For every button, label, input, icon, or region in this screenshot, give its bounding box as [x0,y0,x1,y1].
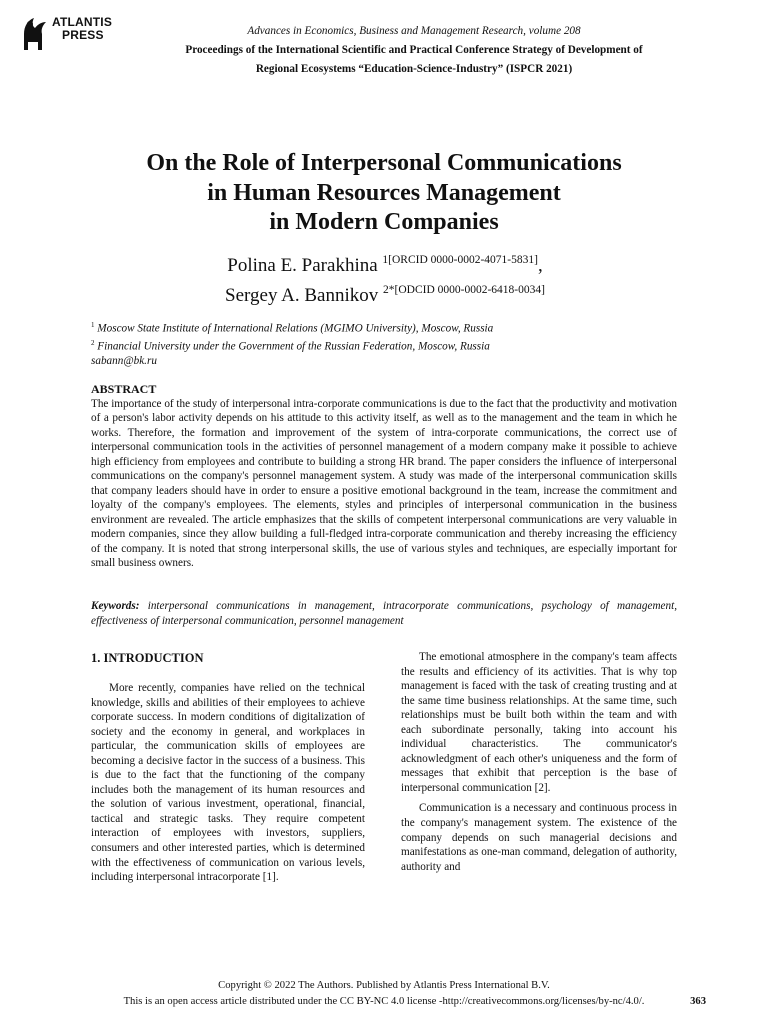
proceedings-line-1: Proceedings of the International Scientific and Practical Conference Strategy of Development of [185,44,643,56]
author-name: Sergey A. Bannikov [225,285,379,306]
body-paragraph: More recently, companies have relied on the technical knowledge, skills and abilities of their employees to achieve corporate success. In modern conditions of digitalization of society and the economy in general, and workplaces in particular, the communication skills of employees are becoming a decisive factor in the success of a business. This is due to the fact that the functioning of the company includes both the management of its human resources and the solution of various investment, operational, financial, tactical and strategic tasks. They require competent interaction of employees with investors, suppliers, consumers and other interested parties, which is determined with the effectiveness of communication on various levels, including interpersonal intracorporate [1]. [91,682,365,884]
copyright-notice: Copyright © 2022 The Authors. Published by Atlantis Press International B.V. [218,980,550,991]
title-line-3: in Modern Companies [269,209,499,235]
body-paragraph: The emotional atmosphere in the company's team affects the results and efficiency of its activities. That is why top management is faced with the task of creating trusting and at the same time business relationships. At the same time, such relationships must be built both within the team and with each subordinate personally, taking into account his individual characteristics. The communicator's acknowledgment of each other's uniqueness and the form of messages that exhibit that perception is the base of interpersonal communication [2]. [401,651,677,794]
page-number: 363 [690,996,706,1007]
affiliations [91,318,493,369]
license-notice: This is an open access article distributed under the CC BY-NC 4.0 license -http://creativecommons.org/licenses/by-nc/4.0/. [123,996,645,1007]
abstract-section [91,382,677,570]
keywords-label: Keywords: [91,600,140,612]
running-header [100,22,728,79]
author-orcid: 2*[ODCID 0000-0002-6418-0034] [383,284,545,296]
author-list [150,248,620,308]
author-name: Polina E. Parakhina [227,255,378,276]
corresponding-email[interactable]: sabann@bk.ru [91,355,157,368]
affiliation-text: Moscow State Institute of International Relations (MGIMO University), Moscow, Russia [97,322,494,335]
abstract-heading: ABSTRACT [91,382,157,396]
proceedings-line-2: Regional Ecosystems “Education-Science-Industry” (ISPCR 2021) [255,63,573,75]
logo-line-2: PRESS [62,28,104,42]
author-separator: , [537,255,543,276]
body-paragraph: Communication is a necessary and continuous process in the company's management system. The existence of the company depends on such managerial decisions and manifestations as one-man command, delegation of authority, authority and [401,802,677,873]
abstract-text: The importance of the study of interpersonal intra-corporate communications is due to the fact that the productivity and motivation of a person's labor activity depends on his attitude to this activity itself, as well as to the management and the team in which he works. Therefore, the formation and improvement of the system of intra-corporate communications, the correct use of interpersonal communication tools in the activities of personnel management of a modern company make it possible to achieve high efficiency from employees and contribute to building a strong HR brand. The paper considers the influence of interpersonal communications on the company's personnel management system. A study was made of the interpersonal communication skills that company leaders should have in order to ensure a positive emotional background in the team, increase the commitment and loyalty of the company's employees. The elements, styles and principles of interpersonal communication in the business environment are revealed. The article emphasizes that the skills of competent interpersonal communications are very valuable in modern companies, since they allow building a full-fledged intra-corporate communication and thereby increasing the efficiency of the company. It is noted that strong interpersonal skills, the use of various styles and techniques, are especially important for small business owners. [91,398,677,569]
logo-line-1: ATLANTIS [52,15,113,29]
body-column-right [401,650,677,880]
author-2 [150,278,620,308]
affiliation-marker: 1 [91,321,95,329]
keywords-text: interpersonal communications in management, intracorporate communications, psychology of management, effectiveness of interpersonal communication, personnel management [91,600,677,627]
affiliation-text: Financial University under the Government of the Russian Federation, Moscow, Russia [97,340,490,353]
affiliation-marker: 2 [91,339,95,348]
section-heading-introduction: 1. INTRODUCTION [91,651,204,665]
series-title: Advances in Economics, Business and Management Research, volume 208 [247,25,581,37]
title-line-2: in Human Resources Management [207,179,561,206]
page-footer [0,978,768,1010]
affiliation-2 [91,336,493,354]
body-column-left [91,650,365,891]
affiliation-1 [91,318,493,336]
keywords-section [91,599,677,628]
title-line-1: On the Role of Interpersonal Communications [146,150,622,176]
atlantis-press-logo-icon [18,14,50,52]
author-orcid: 1[ORCID 0000-0002-4071-5831] [382,254,538,266]
author-1 [150,248,620,278]
paper-title [0,149,768,238]
